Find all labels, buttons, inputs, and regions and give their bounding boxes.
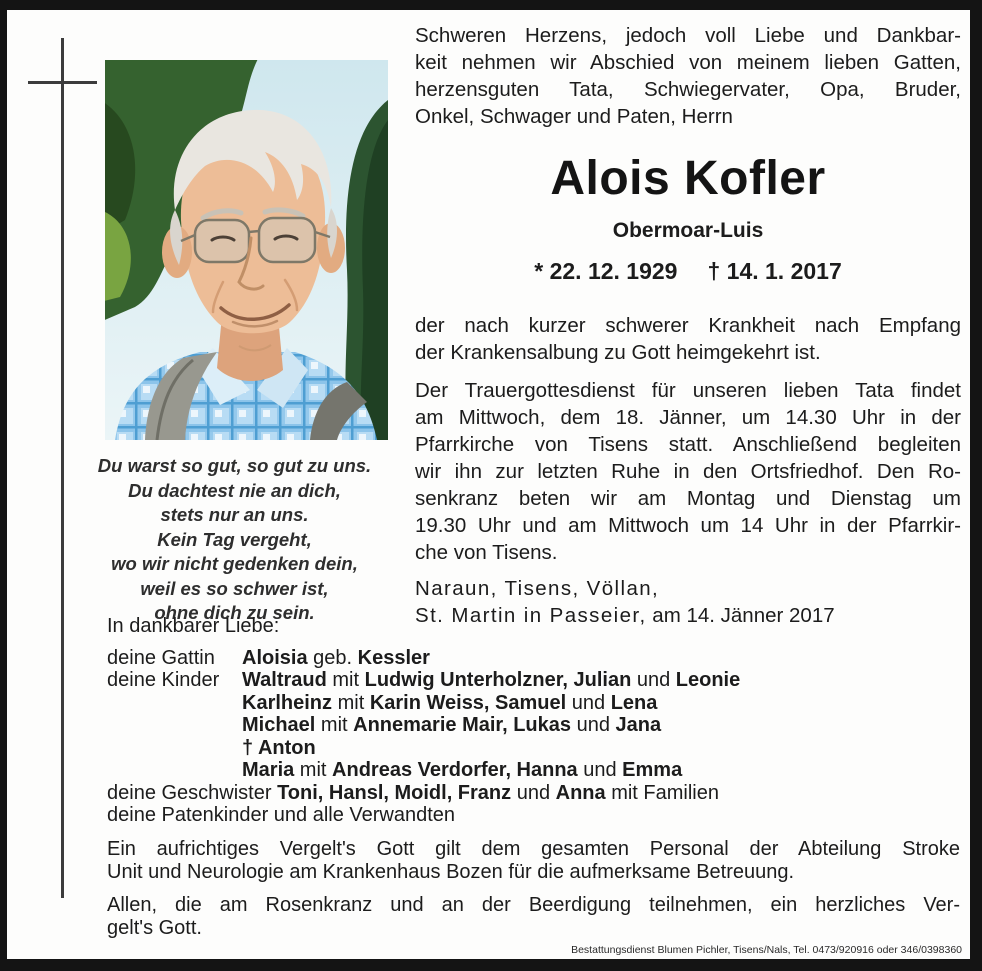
memorial-cross-icon [28, 81, 97, 84]
family-extra-lines: deine Geschwister Toni, Hansl, Moidl, Franz und Anna mit Familien deine Patenkinder und alle Verwandten [107, 781, 719, 826]
family-label-kinder: deine Kinder [107, 669, 220, 691]
death-paragraph: der nach kurzer schwerer Krankheit nach Empfang der Krankensalbung zu Gott heimgekehrt ist. [415, 314, 961, 364]
family-gattin-names: Aloisia geb. Kessler [242, 646, 430, 669]
obituary-card [7, 10, 970, 959]
places-line-2-location: St. Martin in Passeier, [415, 604, 647, 627]
closing-heading: In dankbarer Liebe: [107, 615, 280, 637]
deceased-portrait-photo [105, 60, 388, 440]
memorial-poem: Du warst so gut, so gut zu uns. Du dachtest nie an dich, stets nur an uns. Kein Tag vergeht, wo wir nicht gedenken dein, weil es so schwer ist, ohne dich zu sein. [97, 455, 372, 623]
family-row-kinder [107, 669, 960, 782]
family-label-gattin: deine Gattin [107, 646, 215, 669]
service-paragraph: Der Trauergottesdienst für unseren lieben Tata findet am Mittwoch, dem 18. Jänner, um 14.30 Uhr in der Pfarrkirche von Tisens statt. Anschließend begleiten wir ihn zur letzten Ruhe in den Ortsfriedhof. Den Ro- senkranz beten wir am Montag und Dienstag um 19.30 Uhr und am Mittwoch um 14 Uhr in der Pfarrkir- che von Tisens. [415, 379, 961, 564]
deceased-name: Alois Kofler [550, 152, 826, 205]
places-line-2-date: am 14. Jänner 2017 [646, 604, 835, 627]
announcement-column [415, 22, 961, 629]
deceased-nickname: Obermoar-Luis [612, 219, 764, 242]
funeral-service-credit: Bestattungsdienst Blumen Pichler, Tisens/Nals, Tel. 0473/920916 oder 346/0398360 [571, 944, 962, 956]
family-row-gattin [107, 647, 960, 670]
intro-paragraph: Schweren Herzens, jedoch voll Liebe und Dankbar- keit nehmen wir Abschied von meinem lieben Gatten, herzensguten Tata, Schwiegervater, Opa, Bruder, Onkel, Schwager und Paten, Herrn [415, 24, 961, 128]
thanks-paragraph: Ein aufrichtiges Vergelt's Gott gilt dem gesamten Personal der Abteilung Stroke Unit und Neurologie am Krankenhaus Bozen für die aufmerksame Betreuung. [107, 837, 960, 883]
birth-date: * 22. 12. 1929 [534, 258, 678, 284]
life-dates [415, 258, 961, 285]
portrait-illustration [105, 60, 388, 440]
places-line-1: Naraun, Tisens, Völlan, [415, 577, 660, 600]
family-section [107, 615, 960, 940]
farewell-paragraph: Allen, die am Rosenkranz und an der Beerdigung teilnehmen, ein herzliches Ver- gelt's Gott. [107, 893, 960, 939]
death-date: † 14. 1. 2017 [707, 258, 842, 284]
family-kinder-names: Waltraud mit Ludwig Unterholzner, Julian und Leonie Karlheinz mit Karin Weiss, Samuel und Lena Michael mit Annemarie Mair, Lukas und Jana † Anton Maria mit Andreas Verdorfer, Hanna und Emma [242, 669, 741, 781]
